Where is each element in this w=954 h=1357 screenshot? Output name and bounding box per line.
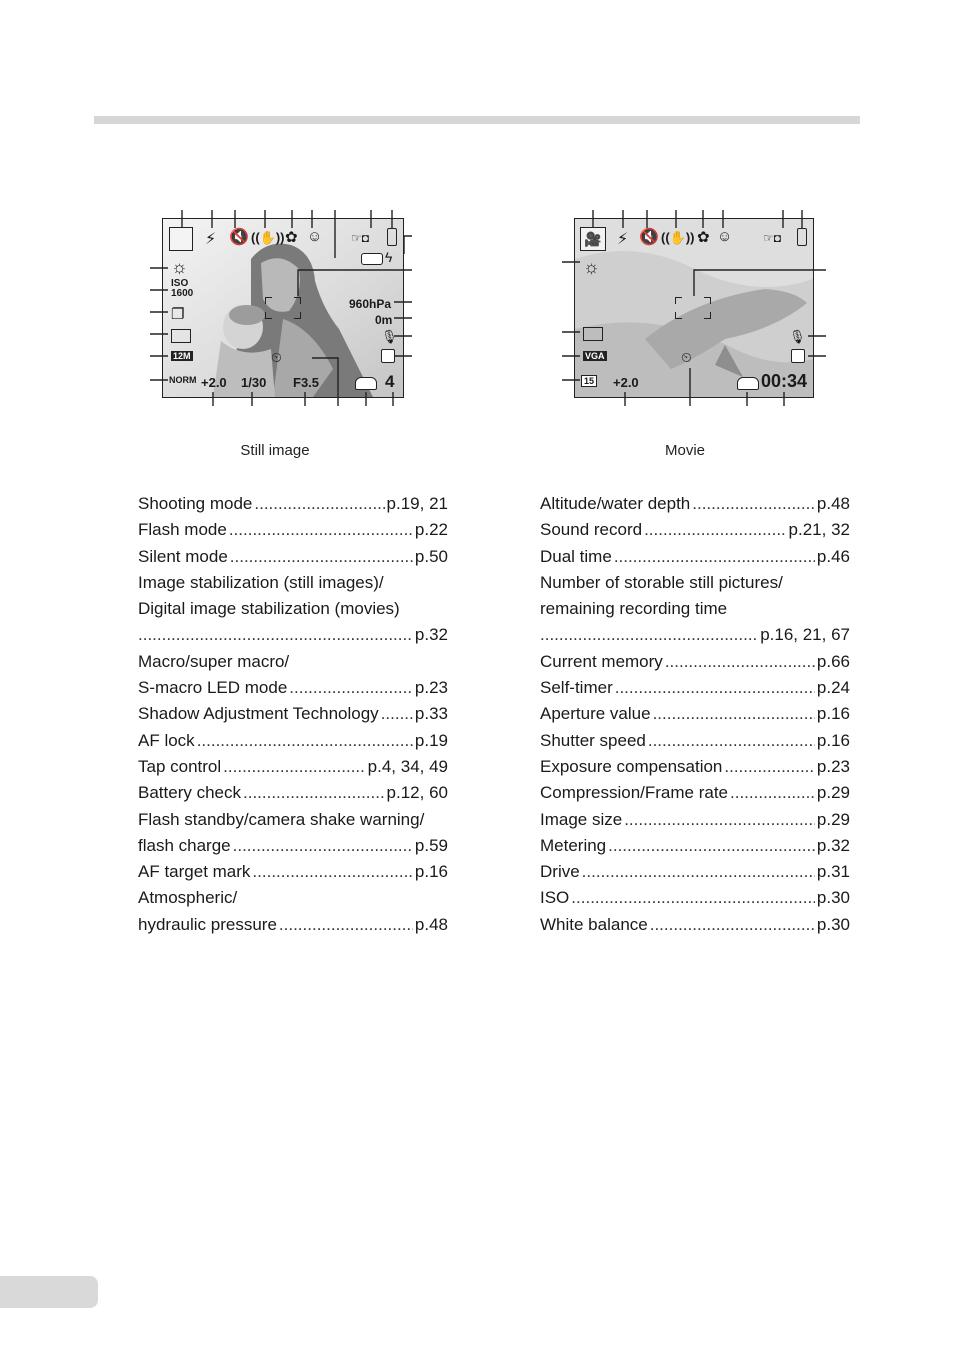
entry-page-ref: p.16 bbox=[414, 862, 448, 882]
entry-page-ref: p.21, 32 bbox=[788, 520, 850, 540]
entry-label: S-macro LED mode bbox=[138, 678, 288, 698]
entry-page-ref: p.66 bbox=[816, 651, 850, 671]
entry-label: Image size bbox=[540, 809, 623, 829]
reference-entry bbox=[138, 596, 448, 622]
entry-label: AF target mark bbox=[138, 862, 251, 882]
remaining-time: 00:34 bbox=[761, 371, 808, 391]
entry-page-ref: p.19, 21 bbox=[386, 494, 448, 513]
reference-entry bbox=[540, 807, 850, 833]
entry-label: hydraulic pressure bbox=[138, 914, 277, 934]
movie-size-badge: VGA bbox=[585, 351, 605, 361]
entry-page-ref: p.22 bbox=[414, 520, 448, 540]
flash-mode-icon: ⚡ bbox=[617, 231, 629, 248]
reference-entry bbox=[540, 491, 850, 517]
entry-label: Digital image stabilization (movies) bbox=[138, 599, 400, 619]
dot-leader bbox=[230, 544, 413, 570]
flash-mode-icon: ⚡ bbox=[205, 231, 217, 248]
dot-leader bbox=[233, 833, 413, 859]
entry-page-ref: p.29 bbox=[816, 783, 850, 803]
entry-page-ref: p.16 bbox=[816, 730, 850, 750]
entry-page-ref: p.12, 60 bbox=[386, 783, 448, 803]
reference-entry bbox=[138, 622, 448, 648]
entry-page-ref: p.50 bbox=[414, 546, 448, 566]
movie-caption: Movie bbox=[664, 442, 705, 459]
storable-count: 4 bbox=[385, 372, 395, 391]
reference-entry bbox=[138, 491, 448, 517]
entry-page-ref: p.24 bbox=[816, 678, 850, 698]
dot-leader bbox=[644, 517, 786, 543]
dot-leader bbox=[223, 754, 365, 780]
compression-label: NORM bbox=[169, 375, 197, 385]
self-timer-icon: ⏲ bbox=[271, 349, 282, 365]
reference-entry bbox=[138, 780, 448, 806]
reference-entry bbox=[540, 596, 850, 622]
reference-entry bbox=[540, 649, 850, 675]
entry-label: Aperture value bbox=[540, 704, 651, 724]
entry-page-ref: p.4, 34, 49 bbox=[367, 756, 448, 776]
battery-icon bbox=[797, 228, 807, 246]
tap-control-icon: ☞◘ bbox=[763, 231, 782, 245]
entry-label: Macro/super macro/ bbox=[138, 651, 290, 671]
entry-page-ref: p.19 bbox=[414, 730, 448, 750]
dot-leader bbox=[243, 780, 385, 806]
pressure-value: 960hPa bbox=[349, 297, 392, 311]
silent-mode-icon: 🔇 bbox=[639, 229, 659, 246]
drive-icon: ❐ bbox=[171, 306, 185, 323]
battery-icon bbox=[387, 228, 397, 246]
entry-label: flash charge bbox=[138, 835, 231, 855]
aperture-value: F3.5 bbox=[293, 375, 320, 390]
movie-mode-icon: 🎥 bbox=[580, 227, 606, 251]
current-memory-icon bbox=[737, 377, 759, 390]
reference-entry bbox=[540, 517, 850, 543]
reference-entry bbox=[138, 885, 448, 911]
entry-page-ref: p.46 bbox=[816, 546, 850, 566]
entry-label: remaining recording time bbox=[540, 599, 728, 619]
reference-entry bbox=[540, 570, 850, 596]
dot-leader bbox=[730, 780, 815, 806]
movie-screen bbox=[574, 218, 814, 398]
entry-label: White balance bbox=[540, 914, 648, 934]
reference-entry bbox=[540, 885, 850, 911]
self-timer-icon: ⏲ bbox=[681, 349, 692, 365]
dot-leader bbox=[582, 859, 815, 885]
entry-label: Self-timer bbox=[540, 678, 613, 698]
entry-page-ref: p.48 bbox=[816, 494, 850, 513]
entry-label: Shadow Adjustment Technology bbox=[138, 704, 379, 724]
entry-label: Flash standby/camera shake warning/ bbox=[138, 809, 425, 829]
section-header-bar bbox=[94, 116, 860, 124]
metering-icon bbox=[171, 329, 191, 343]
dot-leader bbox=[608, 833, 815, 859]
dot-leader bbox=[252, 859, 412, 885]
dot-leader bbox=[692, 491, 815, 517]
reference-entry bbox=[138, 859, 448, 885]
shutter-speed-value: 1/30 bbox=[241, 375, 267, 390]
entry-page-ref: p.32 bbox=[414, 625, 448, 645]
entry-page-ref: p.48 bbox=[414, 914, 448, 934]
still-image-screen bbox=[162, 218, 404, 398]
entry-label: Drive bbox=[540, 862, 580, 882]
image-size-badge: 12M bbox=[173, 351, 191, 361]
dot-leader bbox=[279, 912, 413, 938]
iso-indicator bbox=[171, 279, 193, 299]
entry-label: Shooting mode bbox=[138, 494, 253, 513]
current-memory-icon bbox=[355, 377, 377, 390]
reference-entry bbox=[540, 675, 850, 701]
dot-leader bbox=[615, 675, 815, 701]
sound-record-icon: 🎙 bbox=[381, 329, 398, 344]
macro-icon: ✿ bbox=[285, 229, 298, 246]
af-target-mark bbox=[675, 297, 711, 319]
reference-entry bbox=[138, 807, 448, 833]
shooting-mode-icon bbox=[169, 227, 193, 251]
reference-entry bbox=[138, 570, 448, 596]
dot-leader bbox=[665, 649, 815, 675]
entry-label: Dual time bbox=[540, 546, 612, 566]
reference-entry bbox=[138, 517, 448, 543]
reference-entry bbox=[540, 701, 850, 727]
dot-leader bbox=[648, 728, 815, 754]
entry-label: Metering bbox=[540, 835, 607, 855]
reference-entry bbox=[138, 544, 448, 570]
entry-label: Number of storable still pictures/ bbox=[540, 572, 783, 592]
af-lock-icon bbox=[361, 253, 383, 265]
entry-label: Exposure compensation bbox=[540, 756, 723, 776]
right-reference-list bbox=[540, 491, 850, 938]
reference-entry bbox=[540, 912, 850, 938]
reference-entry bbox=[540, 754, 850, 780]
reference-entry bbox=[540, 859, 850, 885]
entry-page-ref: p.31 bbox=[816, 862, 850, 882]
flash-charge-icon: ϟ bbox=[385, 249, 393, 265]
dot-leader bbox=[540, 622, 758, 648]
af-target-mark bbox=[265, 297, 301, 319]
dual-time-icon bbox=[791, 349, 805, 363]
white-balance-icon: ☼ bbox=[583, 257, 600, 277]
reference-entry bbox=[138, 728, 448, 754]
entry-page-ref: p.23 bbox=[816, 756, 850, 776]
entry-label: Tap control bbox=[138, 756, 222, 776]
exposure-comp-value: +2.0 bbox=[613, 375, 639, 390]
shadow-adjustment-icon: ☺ bbox=[307, 228, 323, 245]
reference-entry bbox=[138, 833, 448, 859]
reference-entry bbox=[540, 833, 850, 859]
iso-label: ISO bbox=[171, 278, 189, 289]
page-number-tab bbox=[0, 1276, 98, 1308]
dot-leader bbox=[197, 728, 413, 754]
reference-entry bbox=[138, 912, 448, 938]
iso-value: 1600 bbox=[171, 288, 194, 299]
altitude-value: 0m bbox=[375, 313, 393, 327]
entry-label: Current memory bbox=[540, 651, 663, 671]
reference-entry bbox=[540, 780, 850, 806]
entry-page-ref: p.30 bbox=[816, 914, 850, 934]
entry-label: ISO bbox=[540, 888, 570, 908]
dual-time-icon bbox=[381, 349, 395, 363]
dot-leader bbox=[289, 675, 413, 701]
entry-page-ref: p.30 bbox=[816, 888, 850, 908]
sound-record-icon: 🎙 bbox=[789, 329, 806, 344]
dot-leader bbox=[724, 754, 815, 780]
dot-leader bbox=[653, 701, 815, 727]
entry-label: Shutter speed bbox=[540, 730, 646, 750]
reference-entry bbox=[540, 622, 850, 648]
entry-label: Battery check bbox=[138, 783, 241, 803]
tap-control-icon: ☞◘ bbox=[351, 231, 370, 245]
entry-label: Sound record bbox=[540, 520, 643, 540]
frame-rate-badge: 15 bbox=[581, 375, 597, 387]
dot-leader bbox=[650, 912, 815, 938]
entry-page-ref: p.16 bbox=[816, 704, 850, 724]
entry-label: Altitude/water depth bbox=[540, 494, 691, 513]
dot-leader bbox=[254, 491, 384, 517]
entry-label: Silent mode bbox=[138, 546, 228, 566]
dot-leader bbox=[624, 807, 815, 833]
shadow-adjustment-icon: ☺ bbox=[717, 228, 733, 245]
entry-label: Compression/Frame rate bbox=[540, 783, 729, 803]
entry-label: AF lock bbox=[138, 730, 195, 750]
metering-icon bbox=[583, 327, 603, 341]
dot-leader bbox=[229, 517, 413, 543]
entry-page-ref: p.32 bbox=[816, 835, 850, 855]
white-balance-icon: ☼ bbox=[171, 257, 188, 277]
reference-entry bbox=[138, 701, 448, 727]
still-image-caption: Still image bbox=[240, 442, 310, 459]
dot-leader bbox=[381, 701, 413, 727]
reference-entry bbox=[540, 544, 850, 570]
dot-leader bbox=[614, 544, 815, 570]
silent-mode-icon: 🔇 bbox=[229, 229, 249, 246]
image-stabilization-icon: ((✋)) bbox=[251, 230, 285, 245]
reference-entry bbox=[540, 728, 850, 754]
entry-label: Atmospheric/ bbox=[138, 888, 238, 908]
exposure-comp-value: +2.0 bbox=[201, 375, 227, 390]
entry-page-ref: p.23 bbox=[414, 678, 448, 698]
entry-label: Image stabilization (still images)/ bbox=[138, 572, 384, 592]
reference-entry bbox=[138, 649, 448, 675]
entry-page-ref: p.33 bbox=[414, 704, 448, 724]
left-reference-list bbox=[138, 491, 448, 938]
image-stabilization-icon: ((✋)) bbox=[661, 230, 695, 245]
entry-label: Flash mode bbox=[138, 520, 227, 540]
reference-entry bbox=[138, 754, 448, 780]
reference-entry bbox=[138, 675, 448, 701]
entry-page-ref: p.29 bbox=[816, 809, 850, 829]
dot-leader bbox=[138, 622, 413, 648]
entry-page-ref: p.59 bbox=[414, 835, 448, 855]
macro-icon: ✿ bbox=[697, 229, 710, 246]
entry-page-ref: p.16, 21, 67 bbox=[760, 625, 850, 645]
dot-leader bbox=[571, 885, 815, 911]
